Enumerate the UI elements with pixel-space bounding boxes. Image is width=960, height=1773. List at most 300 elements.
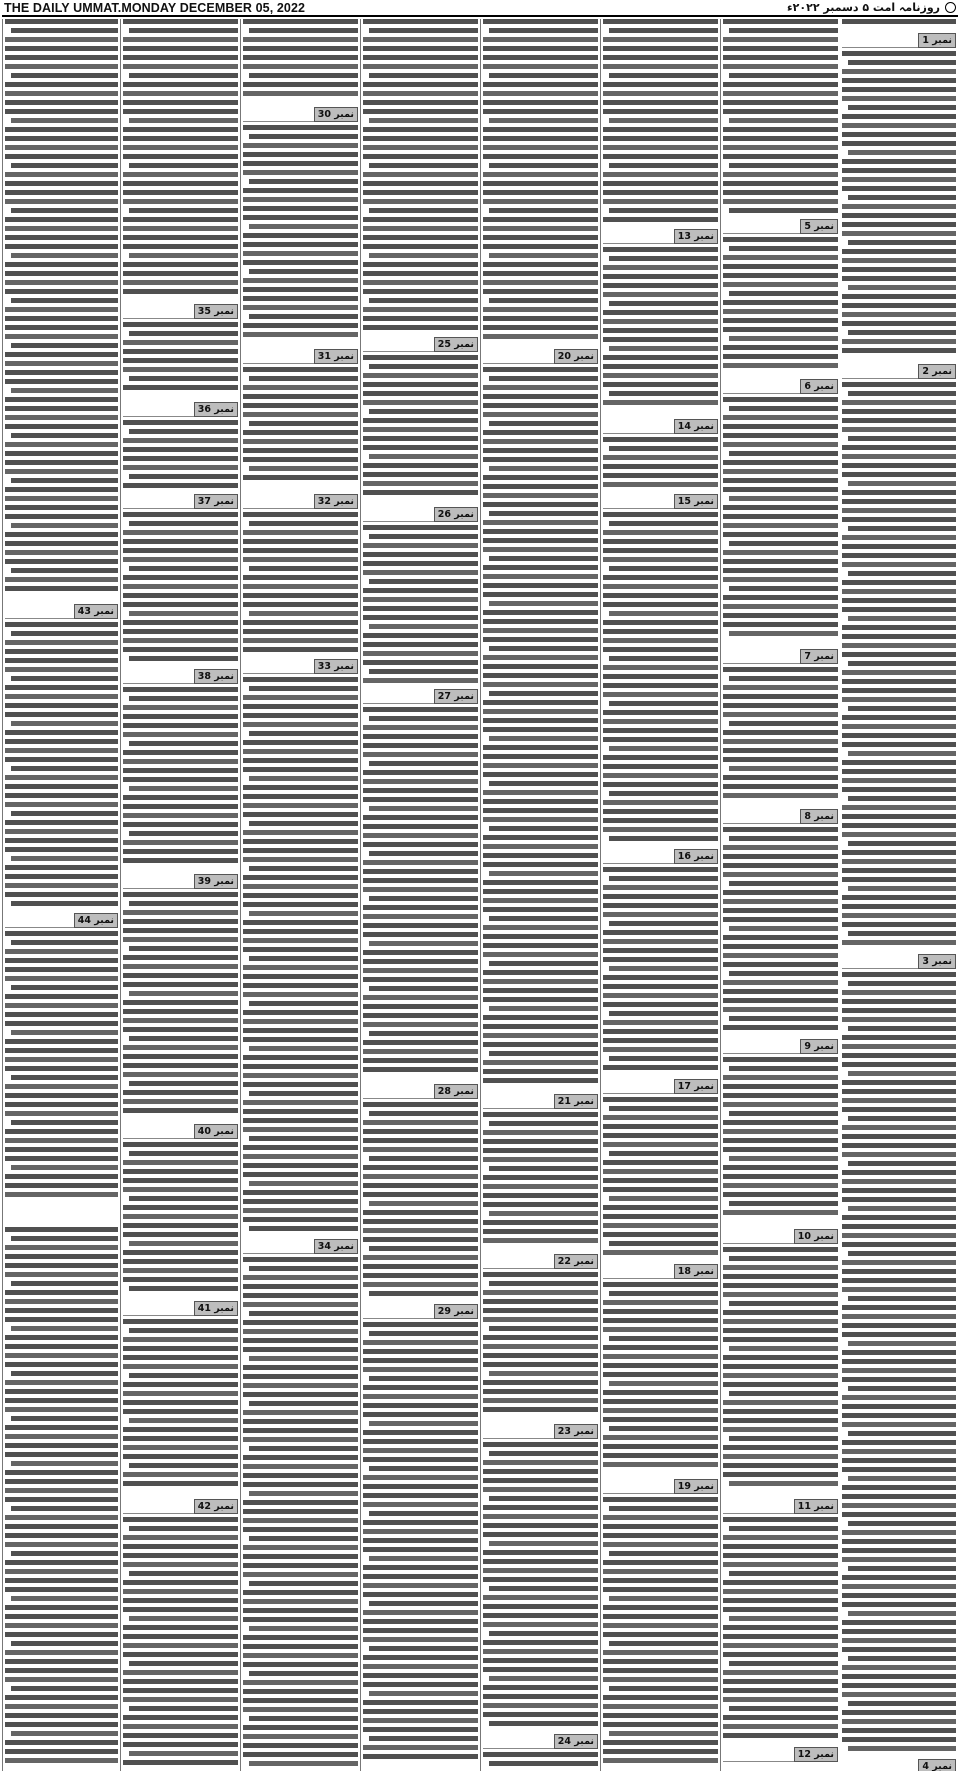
text-line [842,1125,956,1130]
text-line [363,1475,478,1480]
text-line [842,463,956,468]
text-line [483,91,598,96]
text-line [123,1178,238,1183]
text-line [723,1724,838,1729]
text-line [603,1354,718,1359]
text-line [5,1138,118,1143]
text-line [723,1283,838,1288]
text-line [243,305,358,310]
text-line [363,316,478,321]
text-line [603,665,718,670]
text-line [243,839,358,844]
text-line [729,836,838,841]
text-line [848,195,956,200]
text-line [723,1715,838,1720]
text-line [729,1481,838,1486]
text-line [609,566,718,571]
text-line [729,1016,838,1021]
text-line [123,512,238,517]
news-item-header [123,1301,238,1316]
text-line [243,1563,358,1568]
text-line [249,1716,358,1721]
text-line [5,379,118,384]
text-line [842,1080,956,1085]
text-line [842,535,956,540]
text-line [123,385,238,390]
text-line [249,686,358,691]
text-line [603,1002,718,1007]
text-line [249,421,358,426]
text-line [483,82,598,87]
text-line [5,730,118,735]
text-line [5,1353,118,1358]
text-line [123,82,238,87]
item-number-label: نمبر 4 [918,1759,956,1771]
text-line [243,1572,358,1577]
news-text-block [5,931,118,1207]
item-subject-bar [723,379,800,394]
text-line [249,1626,358,1631]
text-line [363,770,478,775]
text-line [363,797,478,802]
text-line [363,779,478,784]
text-line [249,73,358,78]
text-line [123,349,238,354]
text-line [842,850,956,855]
text-line [5,1066,118,1071]
text-line [363,199,478,204]
text-line [5,658,118,663]
text-line [723,559,838,564]
text-line [603,1029,718,1034]
text-line [842,1089,956,1094]
text-line [489,1761,598,1766]
text-line [5,1713,118,1718]
text-line [5,1093,118,1098]
text-line [603,1444,718,1449]
text-line [729,1526,838,1531]
item-number-label: نمبر 10 [794,1229,838,1244]
text-line [483,1550,598,1555]
text-line [243,206,358,211]
text-line [842,1305,956,1310]
text-line [609,1731,718,1736]
text-line [5,334,118,339]
text-line [5,235,118,240]
text-line [723,1129,838,1134]
text-line [723,989,838,994]
item-subject-bar [243,107,314,122]
text-line [123,750,238,755]
text-line [123,858,238,863]
text-line [123,262,238,267]
text-line [723,318,838,323]
text-line [243,638,358,643]
text-line [243,161,358,166]
text-line [723,1337,838,1342]
text-line [842,625,956,630]
text-line [243,1635,358,1640]
text-line [489,1676,598,1681]
item-subject-bar [243,659,314,674]
text-line [483,664,598,669]
text-line [123,1027,238,1032]
text-line [123,1045,238,1050]
text-line [483,1335,598,1340]
text-line [363,1264,478,1269]
text-line [123,768,238,773]
text-line [243,367,358,372]
text-line [609,611,718,616]
text-line [489,208,598,213]
text-line [723,854,838,859]
text-line [369,896,478,901]
text-line [11,298,118,303]
text-line [723,1328,838,1333]
text-line [123,37,238,42]
text-line [123,1598,238,1603]
item-number-label: نمبر 12 [794,1747,838,1762]
text-line [848,661,956,666]
text-line [243,1275,358,1280]
text-line [243,1473,358,1478]
text-line [489,1051,598,1056]
news-item-header [723,649,838,664]
text-line [5,1479,118,1484]
text-line [243,1545,358,1550]
text-line [723,415,838,420]
text-line [483,127,598,132]
text-line [5,1470,118,1475]
text-line [5,136,118,141]
text-line [723,442,838,447]
news-item-header [723,219,838,234]
text-line [5,109,118,114]
text-line [603,512,718,517]
text-line [363,1457,478,1462]
text-line [363,905,478,910]
text-line [842,454,956,459]
text-line [129,946,238,951]
item-subject-bar [723,649,800,664]
text-line [243,1698,358,1703]
text-line [123,910,238,915]
text-line [5,1003,118,1008]
text-line [249,821,358,826]
text-line [723,917,838,922]
text-line [848,481,956,486]
text-line [483,1523,598,1528]
text-line [369,1031,478,1036]
text-line [123,822,238,827]
text-line [842,1728,956,1733]
text-line [5,874,118,879]
text-line [363,463,478,468]
text-line [123,1319,238,1324]
text-line [363,1367,478,1372]
text-line [123,638,238,643]
item-number-label: نمبر 34 [314,1239,358,1254]
text-line [123,1337,238,1342]
text-line [363,1745,478,1750]
text-line [243,1599,358,1604]
text-line [483,520,598,525]
text-line [842,114,956,119]
text-line [243,1118,358,1123]
text-line [243,557,358,562]
text-line [123,530,238,535]
item-subject-bar [723,809,800,824]
text-line [603,190,718,195]
text-line [123,1214,238,1219]
item-subject-bar [603,1079,674,1094]
text-line [842,742,956,747]
text-line [729,1661,838,1666]
text-line [603,1408,718,1413]
text-line [243,1554,358,1559]
text-line [11,163,118,168]
text-line [483,226,598,231]
text-line [243,593,358,598]
text-line [729,163,838,168]
text-line [483,1752,598,1757]
text-line [5,91,118,96]
text-line [5,793,118,798]
news-item-header [483,349,598,364]
text-line [723,469,838,474]
text-line [5,1524,118,1529]
text-line [842,1359,956,1364]
text-line [363,660,478,665]
text-line [243,1374,358,1379]
text-line [483,1220,598,1225]
text-line [5,550,118,555]
item-number-label: نمبر 1 [918,33,956,48]
news-column [240,19,360,1771]
text-line [842,222,956,227]
text-line [842,1620,956,1625]
text-line [243,848,358,853]
text-line [5,307,118,312]
text-line [363,1004,478,1009]
text-line [609,1241,718,1246]
text-line [842,832,956,837]
text-line [483,280,598,285]
text-line [363,1520,478,1525]
text-line [363,64,478,69]
text-line [123,1268,238,1273]
news-item-header [842,364,956,379]
text-line [842,1278,956,1283]
text-line [123,1232,238,1237]
item-number-label: نمبر 39 [194,874,238,889]
item-number-label: نمبر 20 [554,349,598,364]
text-line [243,947,358,952]
text-line [369,1691,478,1696]
text-line [243,1257,358,1262]
text-line [363,1574,478,1579]
text-line [603,1232,718,1237]
text-line [363,932,478,937]
text-line [243,1172,358,1177]
item-subject-bar [123,304,194,319]
text-line [483,484,598,489]
text-line [363,1448,478,1453]
text-line [603,1515,718,1520]
text-line [483,799,598,804]
text-line [483,1042,598,1047]
text-line [489,826,598,831]
text-line [363,1228,478,1233]
text-line [123,1187,238,1192]
text-line [5,1183,118,1188]
text-line [363,436,478,441]
text-line [129,521,238,526]
text-line [483,637,598,642]
text-line [11,433,118,438]
text-line [483,1469,598,1474]
text-line [369,624,478,629]
text-line [723,199,838,204]
text-line [848,841,956,846]
text-line [842,382,956,387]
text-line [483,154,598,159]
text-line [603,1740,718,1745]
item-number-label: نمبر 29 [434,1304,478,1319]
text-line [243,1518,358,1523]
text-line [723,1679,838,1684]
text-line [5,190,118,195]
text-line [363,995,478,1000]
text-line [363,1322,478,1327]
text-line [842,1422,956,1427]
item-subject-bar [483,1734,554,1749]
text-line [723,460,838,465]
text-line [123,1063,238,1068]
text-line [603,683,718,688]
item-subject-bar [123,669,194,684]
text-line [483,430,598,435]
text-line [848,981,956,986]
text-line [5,694,118,699]
text-line [842,1260,956,1265]
text-line [848,1611,956,1616]
text-line [129,28,238,33]
text-line [723,1165,838,1170]
text-line [363,325,478,330]
text-line [483,1308,598,1313]
text-line [603,557,718,562]
item-subject-bar [603,1264,674,1279]
text-line [603,145,718,150]
text-line [363,172,478,177]
text-line [5,397,118,402]
text-line [11,253,118,258]
text-line [243,1662,358,1667]
text-line [842,1107,956,1112]
text-line [603,867,718,872]
text-line [609,346,718,351]
text-line [11,1030,118,1035]
text-line [11,118,118,123]
text-line [5,505,118,510]
text-line [11,1371,118,1376]
item-number-label: نمبر 31 [314,349,358,364]
text-line [483,1640,598,1645]
text-line [363,1727,478,1732]
text-line [603,975,718,980]
text-line [729,971,838,976]
text-line [483,1193,598,1198]
text-line [483,1487,598,1492]
text-line [363,606,478,611]
text-line [723,622,838,627]
text-line [5,559,118,564]
news-text-block [603,512,718,847]
text-line [842,904,956,909]
text-line [842,972,956,977]
text-line [729,721,838,726]
text-line [129,656,238,661]
news-text-block [123,687,238,872]
text-line [842,1188,956,1193]
text-line [848,751,956,756]
text-line [723,1192,838,1197]
text-line [723,1210,838,1215]
text-line [243,278,358,283]
text-line [5,226,118,231]
text-line [609,791,718,796]
text-line [483,271,598,276]
text-line [363,707,478,712]
item-subject-bar [5,604,74,619]
text-line [842,1224,956,1229]
text-line [603,827,718,832]
text-line [609,1551,718,1556]
text-line [483,1272,598,1277]
text-line [603,1372,718,1377]
text-line [243,812,358,817]
news-text-block [363,355,478,505]
text-line [363,561,478,566]
news-item-header [603,494,718,509]
text-line [5,217,118,222]
text-line [5,199,118,204]
text-line [603,217,718,222]
text-line [483,244,598,249]
text-line [848,150,956,155]
text-line [363,1174,478,1179]
text-line [129,208,238,213]
text-line [5,127,118,132]
text-line [603,548,718,553]
text-line [723,523,838,528]
item-number-label: نمبر 9 [800,1039,838,1054]
text-line [363,1385,478,1390]
text-line [249,1446,358,1451]
text-line [123,955,238,960]
text-line [483,943,598,948]
text-line [363,642,478,647]
text-line [123,1625,238,1630]
text-line [483,1238,598,1243]
news-text-block [363,19,478,335]
text-line [609,966,718,971]
text-line [123,982,238,987]
text-line [123,1589,238,1594]
text-line [842,679,956,684]
text-line [603,638,718,643]
